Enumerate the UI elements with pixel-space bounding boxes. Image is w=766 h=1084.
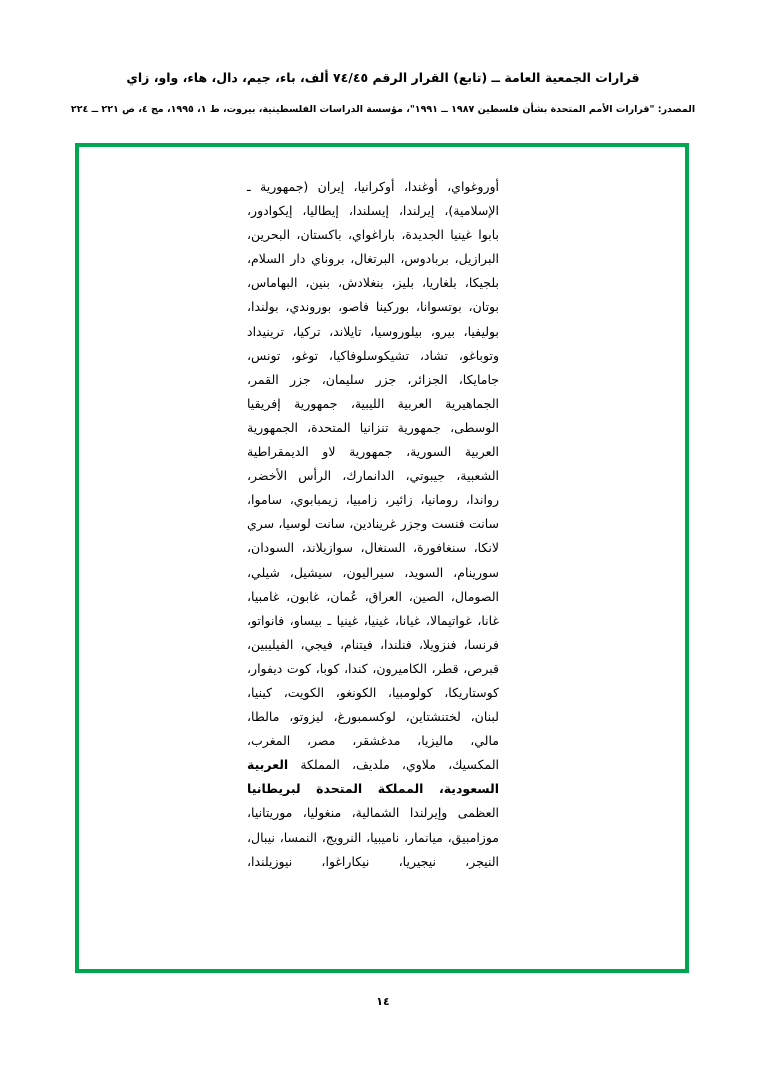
content-frame xyxy=(75,143,689,973)
page-number: ١٤ xyxy=(376,995,390,1008)
source-citation: المصدر: "قرارات الأمم المتحدة بشأن فلسطين ١٩٨٧ ــ ١٩٩١"، مؤسسة الدراسات الفلسطينية، بيروت، ط ١، ١٩٩٥، مج ٤، ص ٢٢١ ــ ٢٢٤ xyxy=(70,104,696,115)
body-text-bold-part: العربية السعودية، المملكة المتحدة لبريطانيا xyxy=(247,757,499,797)
body-text-part-2: العظمى وإيرلندا الشمالية، منغوليا، موريتانيا، موزامبيق، ميانمار، ناميبيا، النرويج، النمسا، نيبال، النيجر، نيجيريا، نيكاراغوا، نيوزيلندا، xyxy=(247,805,499,869)
body-text-block xyxy=(247,175,499,874)
page-title: قرارات الجمعية العامة ــ (تابع) القرار الرقم ٧٤/٤٥ ألف، باء، جيم، دال، هاء، واو، زاي xyxy=(126,70,640,85)
body-text-part-1: أوروغواي، أوغندا، أوكرانيا، إيران (جمهورية ـ الإسلامية)، إيرلندا، إيسلندا، إيطاليا، إيكوادور، بابوا غينيا الجديدة، باراغواي، باكستان، البحرين، البرازيل، بربادوس، البرتغال، بروناي دار السلام، بلجيكا، بلغاريا، بليز، بنغلادش، بنين، البهاماس، بوتان، بوتسوانا، بوركينا فاصو، بوروندي، بولندا، بوليفيا، بيرو، بيلوروسيا، تايلاند، تركيا، ترينيداد وتوباغو، تشاد، تشيكوسلوفاكيا، توغو، تونس، جامايكا، الجزائر، جزر سليمان، جزر القمر، الجماهيرية العربية الليبية، جمهورية إفريقيا الوسطى، جمهورية تنزانيا المتحدة، الجمهورية العربية السورية، جمهورية لاو الديمقراطية الشعبية، جيبوتي، الدانمارك، الرأس الأخضر، رواندا، رومانيا، زائير، زامبيا، زيمبابوي، ساموا، سانت فنست وجزر غرينادين، سانت لوسيا، سري لانكا، سنغافورة، السنغال، سوازيلاند، السودان، سورينام، السويد، سيراليون، سيشيل، شيلي، الصومال، الصين، العراق، عُمان، غابون، غامبيا، غانا، غواتيمالا، غيانا، غينيا، غينيا ـ بيساو، فانواتو، فرنسا، فنزويلا، فنلندا، فيتنام، فيجي، الفيليبين، قبرص، قطر، الكاميرون، كندا، كوبا، كوت ديفوار، كوستاريكا، كولومبيا، الكونغو، الكويت، كينيا، لبنان، لختنشتاين، لوكسمبورغ، ليزوتو، مالطا، مالي، ماليزيا، مدغشقر، مصر، المغرب، المكسيك، ملاوي، ملديف، المملكة xyxy=(247,179,499,773)
